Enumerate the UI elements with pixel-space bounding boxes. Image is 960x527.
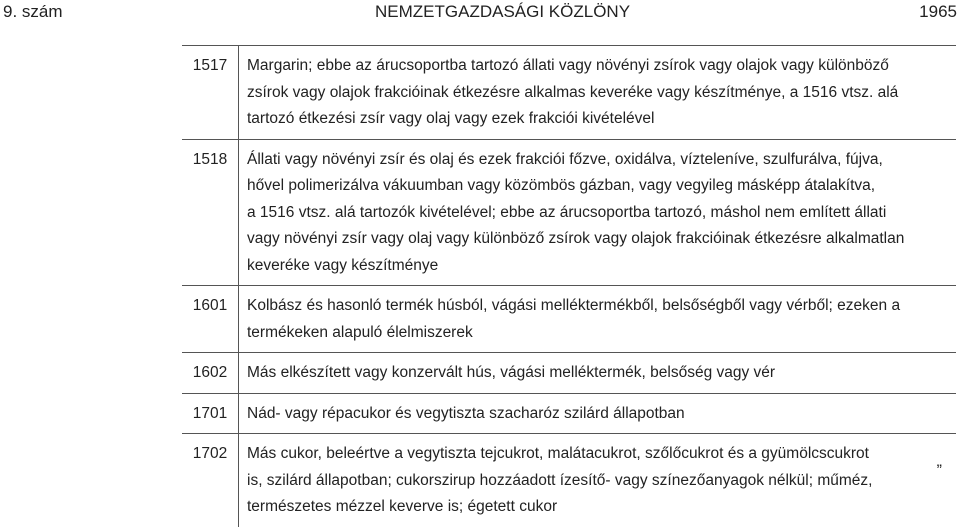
table-row	[182, 285, 956, 352]
tariff-code: 1702	[182, 434, 239, 527]
description-line: Kolbász és hasonló termék húsból, vágási melléktermékből, belsőségből vagy vérből; ezeken a	[247, 297, 901, 314]
table-row	[182, 393, 956, 434]
description-line: Állati vagy növényi zsír és olaj és ezek frakciói főzve, oxidálva, vízteleníve, szulfurálva, fújva,	[247, 150, 883, 168]
tariff-description	[239, 441, 956, 521]
tariff-code: 1601	[182, 286, 239, 352]
description-line: a 1516 vtsz. alá tartozók kivételével; ebbe az árucsoportba tartozó, máshol nem említett állati	[247, 203, 887, 221]
tariff-code: 1602	[182, 353, 239, 393]
tariff-description	[239, 53, 956, 133]
tariff-description	[239, 293, 956, 346]
description-line: Más elkészített vagy konzervált hús, vágási melléktermék, belsőség vagy vér	[247, 364, 776, 381]
table-row	[182, 433, 956, 527]
table-row	[182, 352, 956, 393]
description-line: termékeken alapuló élelmiszerek	[247, 323, 473, 341]
tariff-description	[239, 360, 956, 387]
description-line: természetes mézzel keverve is; égetett cukor	[247, 498, 558, 515]
description-line: zsírok vagy olajok frakcióinak étkezésre alkalmas keveréke vagy készítménye, a 1516 vtsz. alá	[247, 83, 899, 101]
description-line: hővel polimerizálva vákuumban vagy közömbös gázban, vagy vegyileg másképp átalakítva,	[247, 177, 876, 194]
tariff-code: 1517	[182, 46, 239, 139]
description-line: keveréke vagy készítménye	[247, 256, 439, 274]
description-line: Margarin; ebbe az árucsoportba tartozó állati vagy növényi zsírok vagy olajok vagy különböző	[247, 57, 889, 74]
page-number: 1965	[919, 2, 957, 21]
description-line: Nád- vagy répacukor és vegytiszta szacharóz szilárd állapotban	[247, 404, 685, 422]
page-header	[0, 0, 960, 25]
tariff-table	[182, 45, 956, 527]
tariff-code: 1701	[182, 394, 239, 434]
description-line: is, szilárd állapotban; cukorszirup hozzáadott ízesítő- vagy színezőanyagok nélkül; műméz,	[247, 471, 873, 489]
tariff-description	[239, 401, 956, 428]
table-row	[182, 139, 956, 286]
journal-title: NEMZETGAZDASÁGI KÖZLÖNY	[375, 2, 631, 21]
description-line: vagy növényi zsír vagy olaj vagy különböző zsírok vagy olajok frakcióinak étkezésre alkalmatlan	[247, 230, 905, 247]
tariff-code: 1518	[182, 140, 239, 286]
closing-quote-mark: „	[936, 453, 942, 470]
tariff-description	[239, 147, 956, 280]
description-line: tartozó étkezési zsír vagy olaj vagy ezek frakciói kivételével	[247, 110, 655, 127]
table-row	[182, 45, 956, 139]
description-line: Más cukor, beleértve a vegytiszta tejcukrot, malátacukrot, szőlőcukrot és a gyümölcscukrot	[247, 445, 869, 462]
issue-number: 9. szám	[3, 2, 63, 21]
